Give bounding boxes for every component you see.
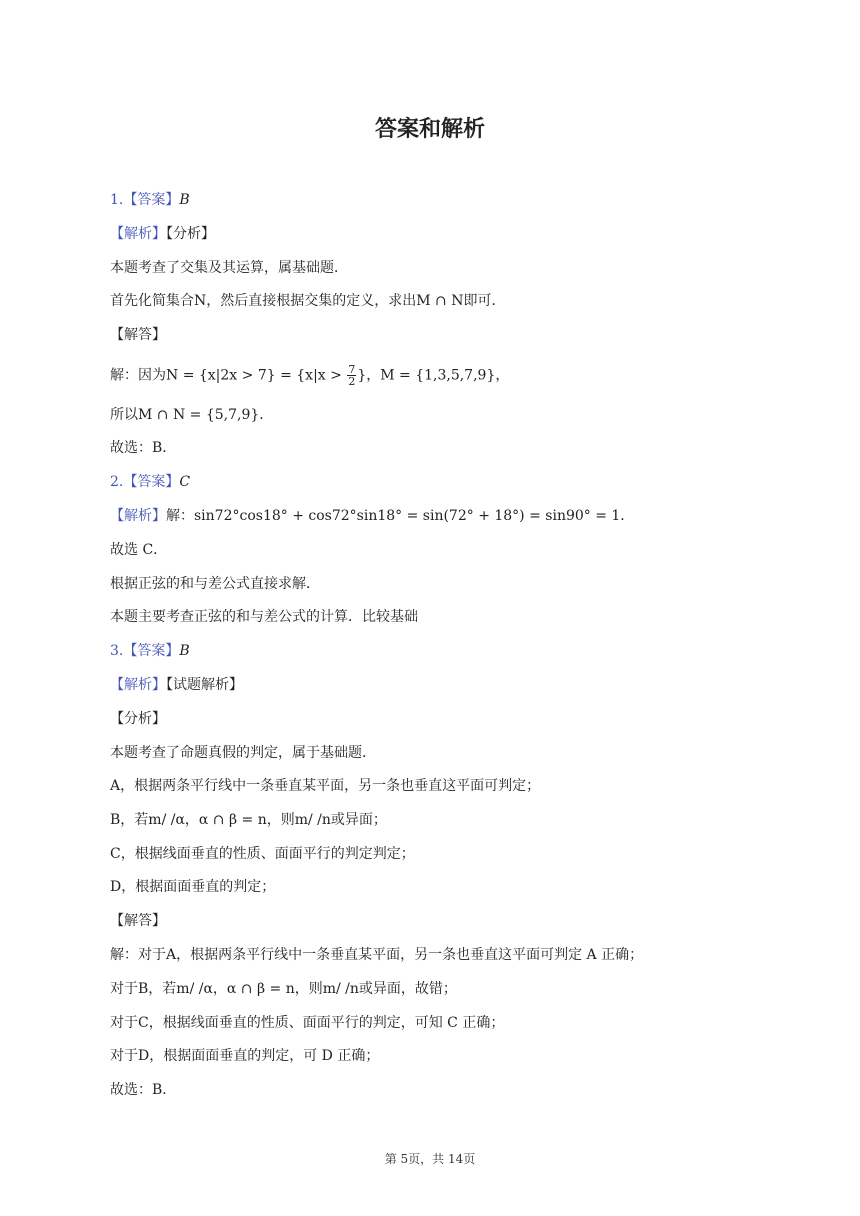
- q1-answer: B: [179, 192, 190, 208]
- q1-text-line: 所以M ∩ N = {5,7,9}．: [110, 407, 274, 423]
- q2-number: 2.: [110, 474, 124, 490]
- q2-answer-line: [110, 472, 750, 492]
- q2-solution: 解：sin72°cos18° + cos72°sin18° = sin(72° + 18°) = sin90° = 1．: [166, 508, 635, 524]
- q3-answer-line: [110, 641, 750, 661]
- q3-number: 3.: [110, 643, 124, 659]
- q3-text-line: D，根据面面垂直的判定；: [110, 879, 276, 895]
- q3-text-line: 本题考查了命题真假的判定，属于基础题．: [110, 745, 376, 761]
- q2-text-line: 故选 C．: [110, 542, 168, 558]
- q3-analysis-tag: 【解析】: [110, 677, 166, 693]
- q3-text-line: B，若m/ /α，α ∩ β = n，则m/ /n或异面；: [110, 812, 387, 828]
- q1-text-line: 本题考查了交集及其运算，属基础题．: [110, 260, 348, 276]
- q3-jieda-tag: 【解答】: [110, 913, 166, 929]
- q1-jieda-tag: 【解答】: [110, 327, 166, 343]
- page-footer: 第 5页，共 14页: [384, 1152, 476, 1166]
- q1-analysis-tag: 【解析】: [110, 226, 166, 242]
- q2-text-line: 根据正弦的和与差公式直接求解．: [110, 576, 320, 592]
- q1-solution-line: [110, 364, 750, 387]
- q1-answer-line: [110, 190, 750, 210]
- q1-answer-tag: 【答案】: [123, 192, 180, 208]
- q3-text-line: 对于D，根据面面垂直的判定，可 D 正确；: [110, 1048, 380, 1064]
- q3-answer: B: [179, 643, 190, 659]
- q1-analysis-line: [110, 224, 750, 244]
- q3-text-line: 对于C，根据线面垂直的性质、面面平行的判定，可知 C 正确；: [110, 1015, 505, 1031]
- q1-fenxi-tag: 【分析】: [166, 226, 215, 242]
- q3-text-line: C，根据线面垂直的性质、面面平行的判定判定；: [110, 846, 415, 862]
- q3-text-line: 对于B，若m/ /α，α ∩ β = n，则m/ /n或异面，故错；: [110, 981, 457, 997]
- q1-text-line: 首先化简集合N，然后直接根据交集的定义，求出M ∩ N即可．: [110, 293, 506, 309]
- q3-text-line: A，根据两条平行线中一条垂直某平面，另一条也垂直这平面可判定；: [110, 778, 541, 794]
- q2-answer-tag: 【答案】: [123, 474, 180, 490]
- q1-number: 1.: [110, 192, 124, 208]
- q3-analysis-line: [110, 675, 750, 695]
- q2-answer: C: [179, 474, 191, 490]
- fraction-numerator: 7: [348, 363, 356, 376]
- q2-analysis-tag: 【解析】: [110, 508, 166, 524]
- q1-solution-suffix: }，M = {1,3,5,7,9}，: [357, 367, 510, 384]
- page-title: 答案和解析: [374, 117, 485, 142]
- q3-fenxi-tag: 【分析】: [110, 711, 166, 727]
- fraction: [347, 364, 356, 387]
- q3-text-line: 故选：B．: [110, 1082, 177, 1098]
- q2-text-line: 本题主要考查正弦的和与差公式的计算．比较基础: [110, 609, 418, 625]
- q1-text-line: 故选：B．: [110, 440, 177, 456]
- q2-analysis-line: [110, 506, 750, 526]
- q3-text-line: 解：对于A，根据两条平行线中一条垂直某平面，另一条也垂直这平面可判定 A 正确；: [110, 947, 644, 963]
- q3-answer-tag: 【答案】: [123, 643, 180, 659]
- q3-shiti-tag: 【试题解析】: [166, 677, 243, 693]
- fraction-denominator: 2: [348, 375, 356, 388]
- q1-solution-prefix: 解：因为N = {x|2x > 7} = {x|x >: [110, 367, 347, 384]
